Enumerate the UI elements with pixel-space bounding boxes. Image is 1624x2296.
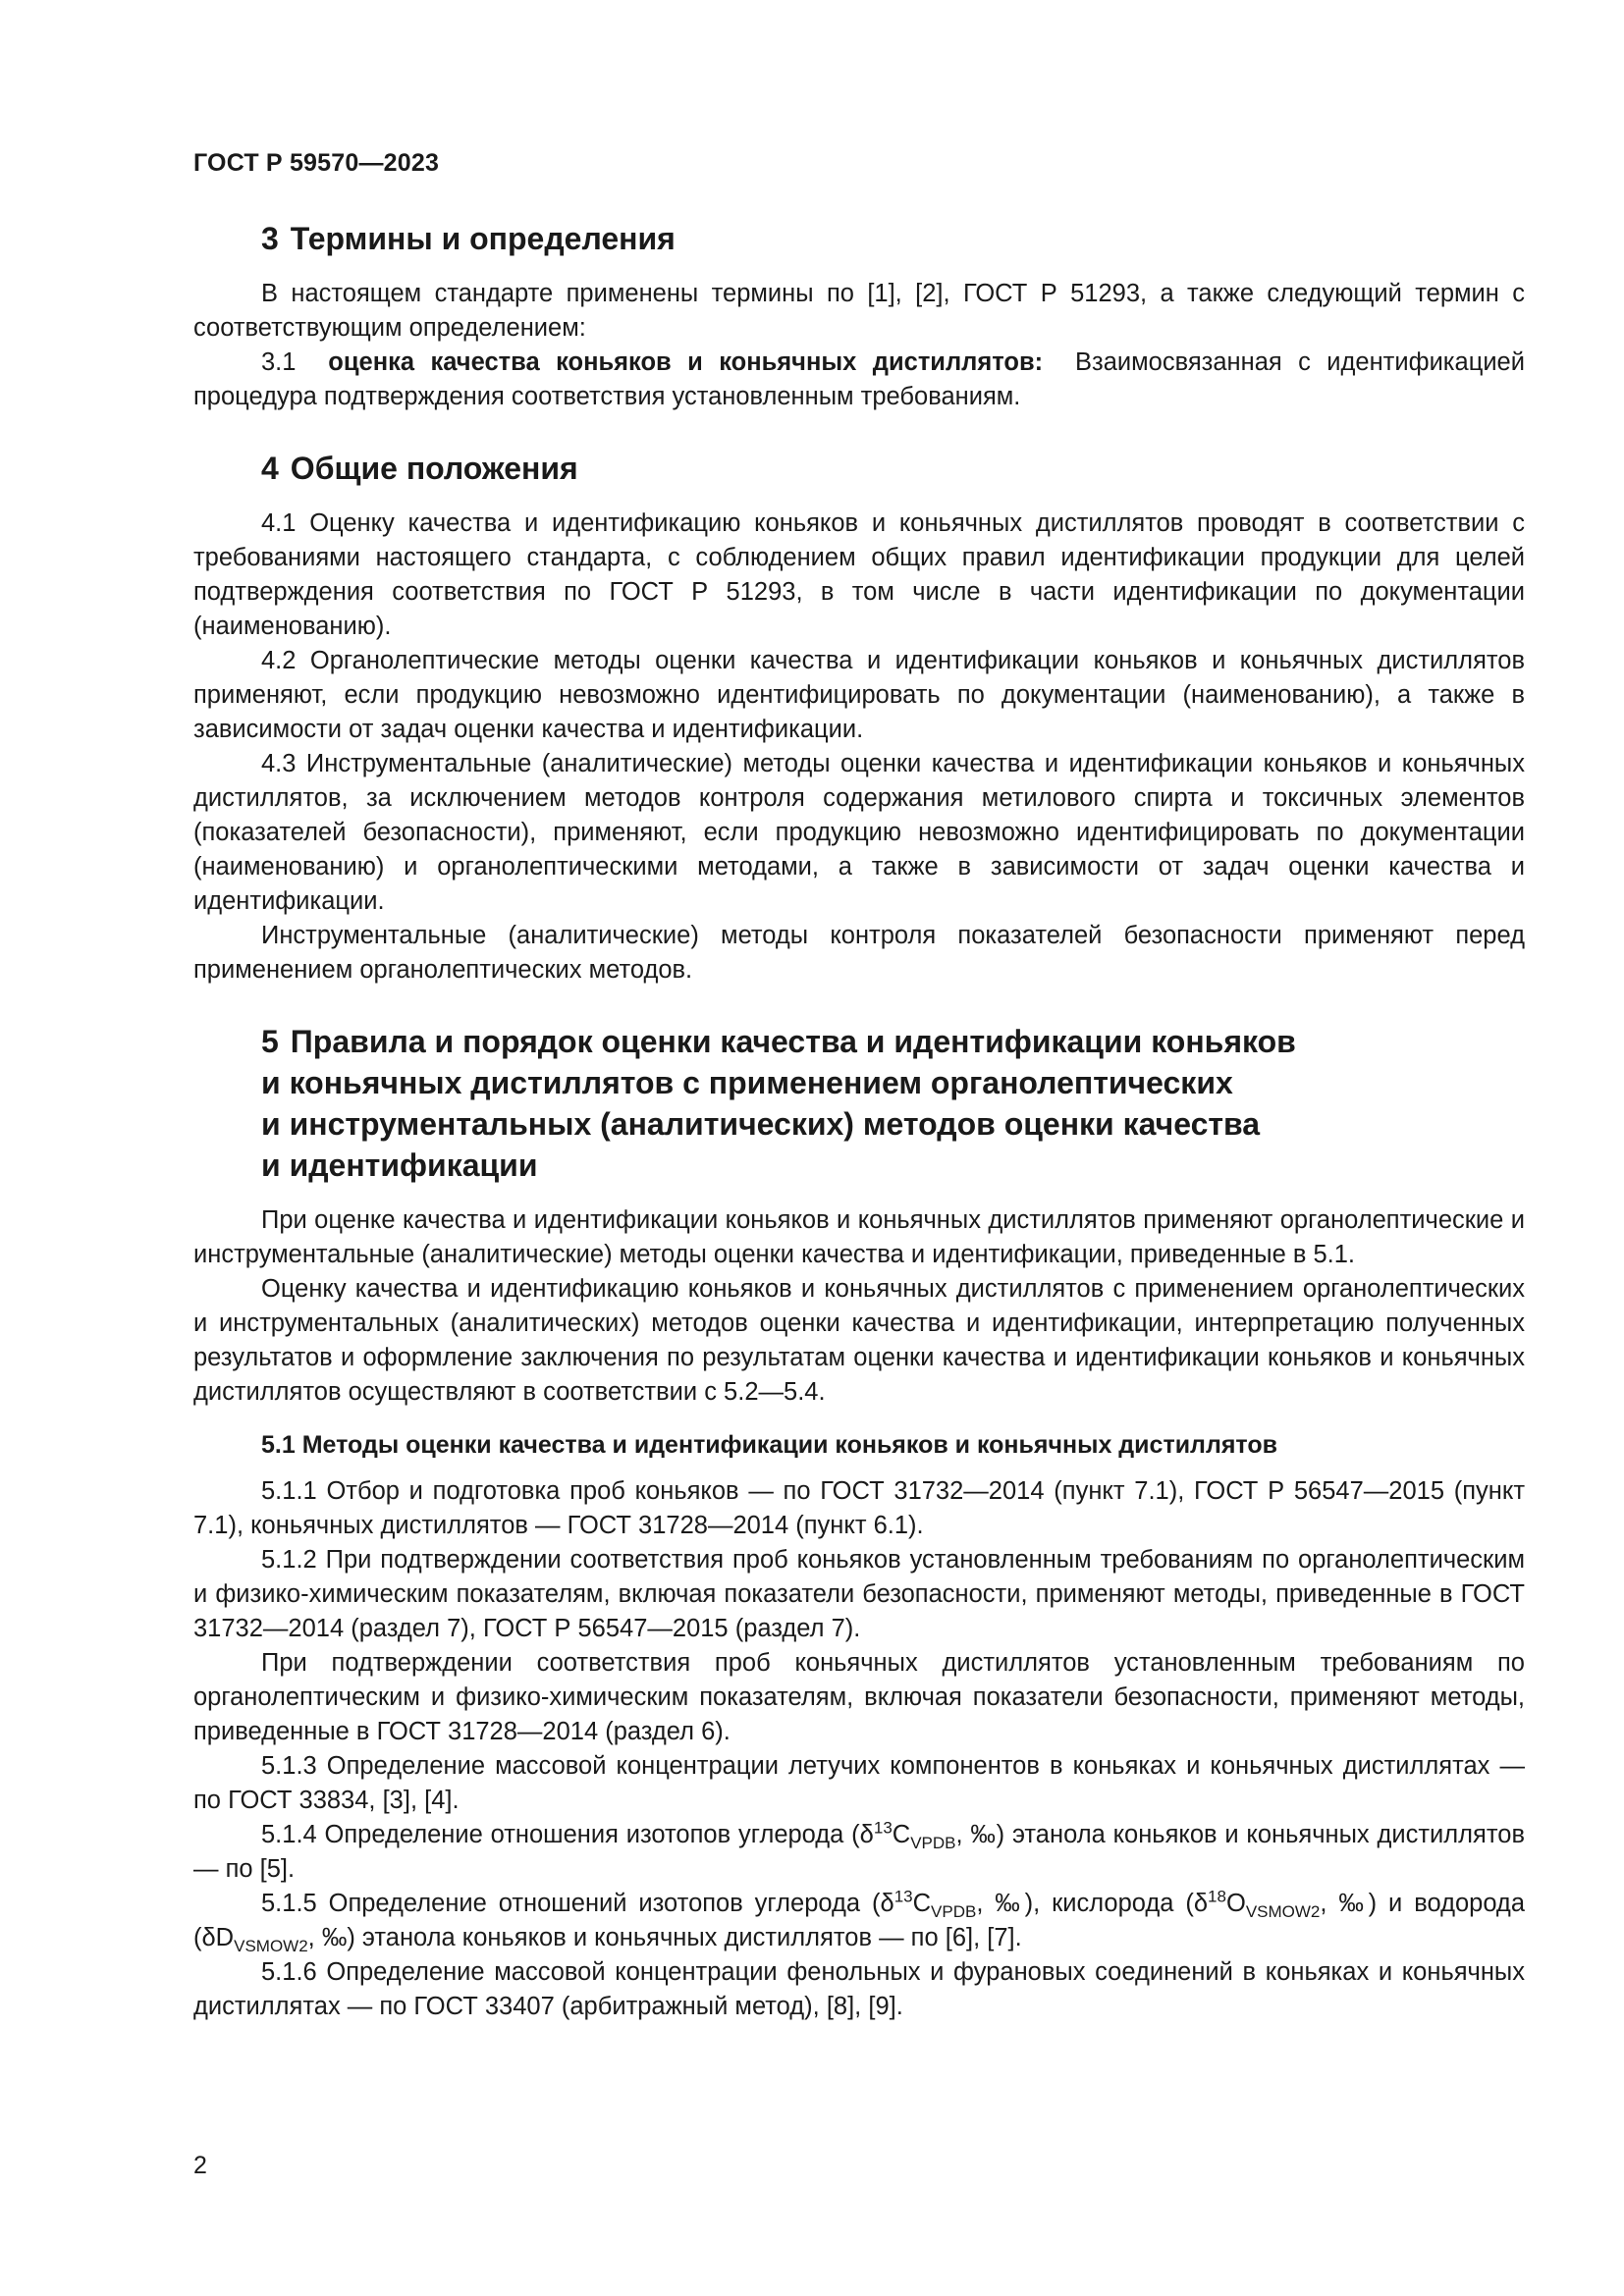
paragraph-5-1-1: 5.1.1 Отбор и подготовка проб коньяков — по ГОСТ 31732—2014 (пункт 7.1), ГОСТ Р 56547—2015 (пункт 7.1), коньячных дистиллятов — ГОСТ 31728—2014 (пункт 6.1).: [193, 1477, 1525, 1539]
paragraph-5-1-3: 5.1.3 Определение массовой концентрации летучих компонентов в коньяках и коньячных дистиллятах — по ГОСТ 33834, [3], [4].: [193, 1752, 1525, 1814]
section-5-procedure: Оценку качества и идентификацию коньяков и коньячных дистиллятов с применением органолептических и инструментальных (аналитических) методов оценки качества и идентификации, интерпретацию полученных результатов и оформление заключения по результатам оценки качества и идентификации коньяков и коньячных дистиллятов осуществляют в соответствии с 5.2—5.4.: [193, 1275, 1525, 1406]
paragraph-4-2: 4.2 Органолептические методы оценки качества и идентификации коньяков и коньячных дистиллятов применяют, если продукцию невозможно идентифицировать по документации (наименованию), а также в зависимости от задач оценки качества и идентификации.: [193, 647, 1525, 743]
section-5-heading: 5 Правила и порядок оценки качества и идентификации коньяков и коньячных дистиллятов с применением органолептических и инструментальных (аналитических) методов оценки качества и идентификации: [261, 1024, 1296, 1183]
section-3-intro: В настоящем стандарте применены термины по [1], [2], ГОСТ Р 51293, а также следующий термин с соответствующим определением:: [193, 280, 1525, 342]
paragraph-4-3-note: Инструментальные (аналитические) методы контроля показателей безопасности применяют перед применением органолептических методов.: [193, 922, 1525, 984]
paragraph-4-1: 4.1 Оценку качества и идентификацию коньяков и коньячных дистиллятов проводят в соответствии с требованиями настоящего стандарта, с соблюдением общих правил идентификации продукции для целей подтверждения соответствия по ГОСТ Р 51293, в том числе в части идентификации по документации (наименованию).: [193, 509, 1525, 640]
paragraph-4-3: 4.3 Инструментальные (аналитические) методы оценки качества и идентификации коньяков и коньячных дистиллятов, за исключением методов контроля содержания метилового спирта и токсичных элементов (показателей безопасности), применяют, если продукцию невозможно идентифицировать по документации (наименованию) и органолептическими методами, а также в зависимости от задач оценки качества и идентификации.: [193, 750, 1525, 915]
defined-term: оценка качества коньяков и коньячных дистиллятов:: [328, 348, 1044, 376]
section-4-heading: 4 Общие положения: [261, 451, 578, 486]
paragraph-5-1-6: 5.1.6 Определение массовой концентрации фенольных и фурановых соединений в коньяках и коньячных дистиллятах — по ГОСТ 33407 (арбитражный метод), [8], [9].: [193, 1958, 1525, 2020]
paragraph-5-1-2-b: При подтверждении соответствия проб коньячных дистиллятов установленным требованиям по органолептическим и физико-химическим показателям, включая показатели безопасности, применяют методы, приведенные в ГОСТ 31728—2014 (раздел 6).: [193, 1649, 1525, 1745]
subsection-5-1-heading: 5.1 Методы оценки качества и идентификации коньяков и коньячных дистиллятов: [261, 1431, 1277, 1459]
document-header: ГОСТ Р 59570—2023: [193, 149, 440, 177]
page-content: [193, 218, 1525, 2024]
page-number: 2: [193, 2152, 207, 2179]
paragraph-5-1-5: 5.1.5 Определение отношений изотопов углерода ($\delta^{13}C_{VPDB}$, ‰), кислорода ($\delta^{18}O_{VSMOW2}$, ‰) и водорода ($\delta D_{VSMOW2}$, ‰) этанола коньяков и коньячных дистиллятов — по [6], [7].: [193, 1887, 1525, 1956]
section-5-intro: При оценке качества и идентификации коньяков и коньячных дистиллятов применяют органолептические и инструментальные (аналитические) методы оценки качества и идентификации, приведенные в 5.1.: [193, 1206, 1525, 1268]
section-3-heading: 3 Термины и определения: [261, 221, 676, 256]
paragraph-5-1-2: 5.1.2 При подтверждении соответствия проб коньяков установленным требованиям по органолептическим и физико-химическим показателям, включая показатели безопасности, применяют методы, приведенные в ГОСТ 31732—2014 (раздел 7), ГОСТ Р 56547—2015 (раздел 7).: [193, 1546, 1525, 1642]
definition-3-1: 3.1 оценка качества коньяков и коньячных дистиллятов: Взаимосвязанная с идентификацией процедура подтверждения соответствия установленным требованиям.: [193, 348, 1525, 410]
paragraph-5-1-4: 5.1.4 Определение отношения изотопов углерода ($\delta^{13}C_{VPDB}$, ‰) этанола коньяков и коньячных дистиллятов — по [5].: [193, 1818, 1525, 1883]
